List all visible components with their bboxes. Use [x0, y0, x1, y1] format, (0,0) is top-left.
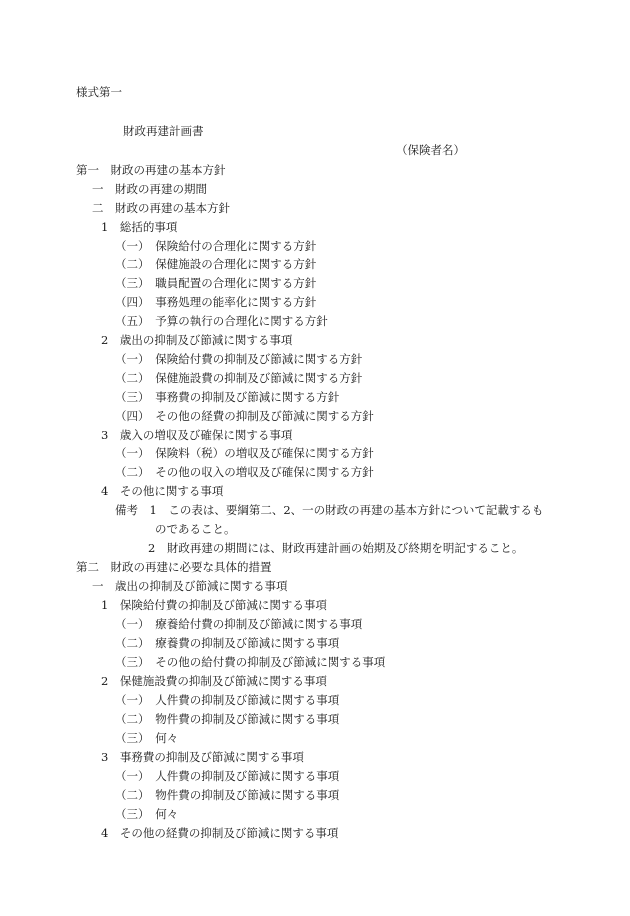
list-item: （二） その他の収入の増収及び確保に関する方針 — [115, 465, 374, 479]
section-2-heading: 第二 財政の再建に必要な具体的措置 — [76, 560, 272, 574]
section-2-item-1: 一 歳出の抑制及び節減に関する事項 — [92, 579, 288, 593]
list-item: （五） 予算の執行の合理化に関する方針 — [115, 314, 328, 328]
note-1-line-1: 備考 1 この表は、要綱第二、2、一の財政の再建の基本方針について記載するも — [115, 503, 544, 517]
section-2-sub-1-heading: 1 保険給付費の抑制及び節減に関する事項 — [101, 598, 327, 612]
list-item: （三） その他の給付費の抑制及び節減に関する事項 — [115, 655, 386, 669]
section-2-sub-3-heading: 3 事務費の抑制及び節減に関する事項 — [101, 750, 304, 764]
section-1-item-1: 一 財政の再建の期間 — [92, 182, 207, 196]
list-item: （三） 何々 — [115, 731, 179, 745]
form-label: 様式第一 — [76, 85, 122, 99]
list-item: （三） 職員配置の合理化に関する方針 — [115, 276, 317, 290]
note-1-line-2: のであること。 — [155, 522, 236, 536]
section-1-item-2: 二 財政の再建の基本方針 — [92, 201, 230, 215]
list-item: （三） 何々 — [115, 807, 179, 821]
list-item: （四） その他の経費の抑制及び節減に関する方針 — [115, 409, 374, 423]
list-item: （一） 保険料（税）の増収及び確保に関する方針 — [115, 446, 374, 460]
section-2-sub-4-heading: 4 その他の経費の抑制及び節減に関する事項 — [101, 826, 339, 840]
list-item: （一） 保険給付費の抑制及び節減に関する方針 — [115, 352, 363, 366]
list-item: （二） 保健施設費の抑制及び節減に関する方針 — [115, 371, 363, 385]
section-1-sub-4-heading: 4 その他に関する事項 — [101, 484, 224, 498]
section-2-sub-2-heading: 2 保健施設費の抑制及び節減に関する事項 — [101, 674, 327, 688]
list-item: （一） 人件費の抑制及び節減に関する事項 — [115, 693, 340, 707]
list-item: （一） 保険給付の合理化に関する方針 — [115, 239, 317, 253]
document-title: 財政再建計画書 — [123, 124, 204, 138]
list-item: （一） 人件費の抑制及び節減に関する事項 — [115, 769, 340, 783]
note-2: 2 財政再建の期間には、財政再建計画の始期及び終期を明記すること。 — [148, 541, 524, 555]
section-1-sub-1-heading: 1 総括的事項 — [101, 220, 178, 234]
list-item: （四） 事務処理の能率化に関する方針 — [115, 295, 317, 309]
list-item: （三） 事務費の抑制及び節減に関する方針 — [115, 390, 340, 404]
list-item: （一） 療養給付費の抑制及び節減に関する事項 — [115, 617, 363, 631]
section-1-heading: 第一 財政の再建の基本方針 — [76, 163, 226, 177]
section-1-sub-3-heading: 3 歳入の増収及び確保に関する事項 — [101, 428, 293, 442]
list-item: （二） 療養費の抑制及び節減に関する事項 — [115, 636, 340, 650]
list-item: （二） 物件費の抑制及び節減に関する事項 — [115, 788, 340, 802]
section-1-sub-2-heading: 2 歳出の抑制及び節減に関する事項 — [101, 333, 293, 347]
insurer-name-placeholder: （保険者名） — [396, 143, 465, 157]
list-item: （二） 保健施設の合理化に関する方針 — [115, 257, 317, 271]
list-item: （二） 物件費の抑制及び節減に関する事項 — [115, 712, 340, 726]
